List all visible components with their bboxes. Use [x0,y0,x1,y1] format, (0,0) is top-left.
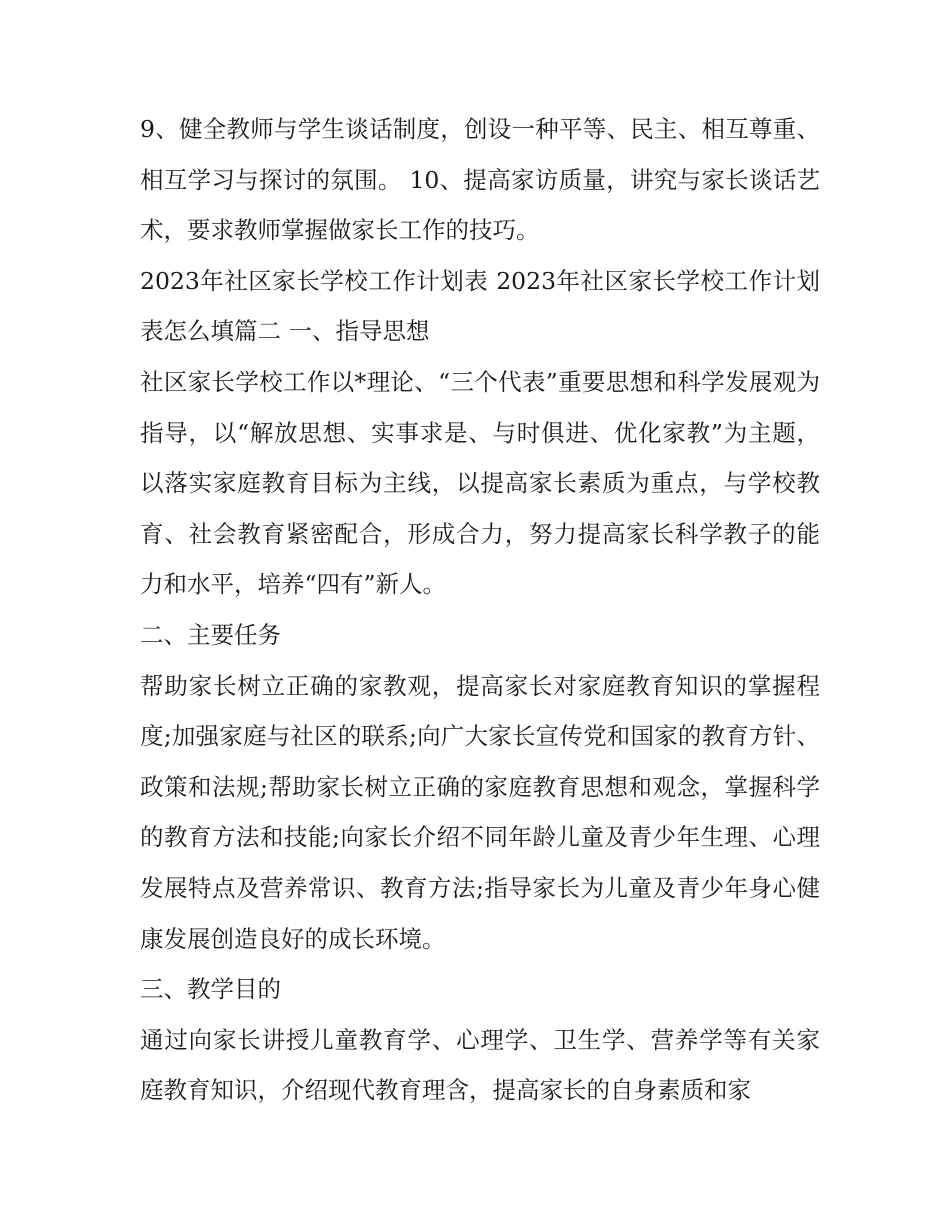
heading-main-tasks: 二、主要任务 [140,620,281,649]
paragraph-main-tasks: 帮助家长树立正确的家教观，提高家长对家庭教育知识的掌握程度;加强家庭与社区的联系;向广大家长宣传党和国家的教育方针、政策和法规;帮助家长树立正确的家庭教育思想和观念，掌握科学的教育方法和技能;向家长介绍不同年龄儿童及青少年生理、心理发展特点及营养常识、教育方法;指导家长为儿童及青少年身心健康发展创造良好的成长环境。 [140,671,820,953]
paragraph-teacher-measures: 9、健全教师与学生谈话制度，创设一种平等、民主、相互尊重、相互学习与探讨的氛围。 10、提高家访质量，讲究与家长谈话艺术，要求教师掌握做家长工作的技巧。 [140,115,820,245]
paragraph-guiding-ideology: 社区家长学校工作以*理论、“三个代表”重要思想和科学发展观为指导，以“解放思想、实事求是、与时俱进、优化家教”为主题，以落实家庭教育目标为主线，以提高家长素质为重点，与学校教育、社会教育紧密配合，形成合力，努力提高家长科学教子的能力和水平，培养“四有”新人。 [140,367,820,599]
paragraph-plan-title: 2023年社区家长学校工作计划表 2023年社区家长学校工作计划表怎么填篇二 一、指导思想 [140,266,820,346]
heading-teaching-purpose: 三、教学目的 [140,975,281,1004]
paragraph-teaching-purpose: 通过向家长讲授儿童教育学、心理学、卫生学、营养学等有关家庭教育知识，介绍现代教育理含，提高家长的自身素质和家 [140,1025,820,1105]
document-body [140,104,820,1116]
